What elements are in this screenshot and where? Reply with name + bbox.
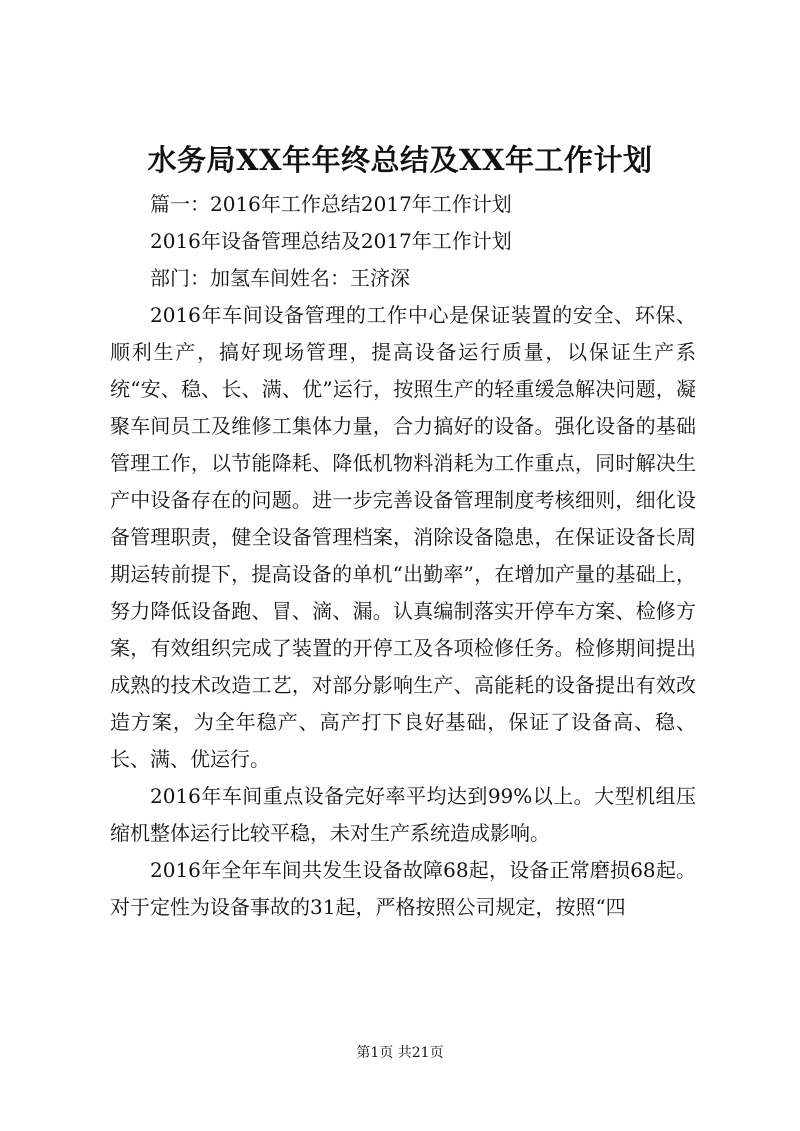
body-paragraph: 2016年车间重点设备完好率平均达到99%以上。大型机组压缩机整体运行比较平稳，未对生产系统造成影响。 [110,784,696,845]
body-paragraph: 2016年车间设备管理的工作中心是保证装置的安全、环保、顺利生产，搞好现场管理，提高设备运行质量，以保证生产系统“安、稳、长、满、优”运行，按照生产的轻重缓急解决问题，凝聚车间员工及维修工集体力量，合力搞好的设备。强化设备的基础管理工作，以节能降耗、降低机物料消耗为工作重点，同时解决生产中设备存在的问题。进一步完善设备管理制度考核细则，细化设备管理职责，健全设备管理档案，消除设备隐患，在保证设备长周期运转前提下，提高设备的单机“出勤率”，在增加产量的基础上，努力降低设备跑、冒、滴、漏。认真编制落实开停车方案、检修方案，有效组织完成了装置的开停工及各项检修任务。检修期间提出成熟的技术改造工艺，对部分影响生产、高能耗的设备提出有效改造方案，为全年稳产、高产打下良好基础，保证了设备高、稳、长、满、优运行。 [110,303,696,771]
page-number: 第1页 共21页 [356,1045,444,1061]
heading-paragraph: 2016年设备管理总结及2017年工作计划 [150,229,512,253]
document-title: 水务局XX年年终总结及XX年工作计划 [147,143,653,177]
subtitle-paragraph: 篇一：2016年工作总结2017年工作计划 [150,192,512,216]
body-paragraph: 2016年全年车间共发生设备故障68起，设备正常磨损68起。对于定性为设备事故的31起，严格按照公司规定，按照“四 [110,858,696,919]
department-line: 部门：加氢车间姓名：王济深 [150,266,410,290]
document-body [110,186,696,926]
